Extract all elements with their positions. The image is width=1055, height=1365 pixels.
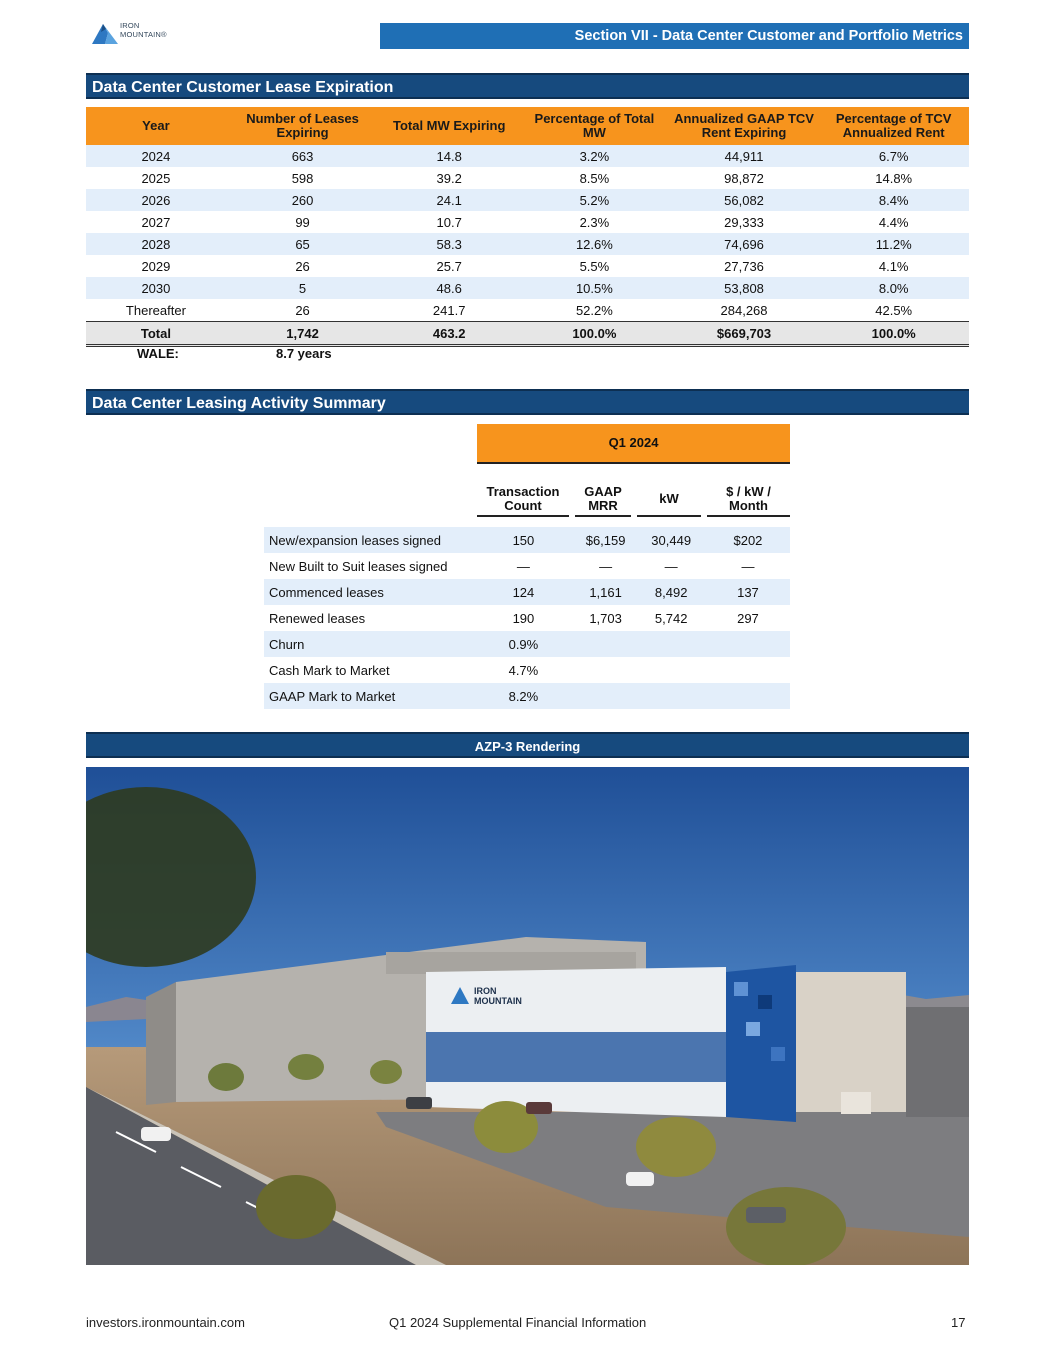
cell: 98,872 <box>724 170 764 186</box>
cell: 4.1% <box>878 258 909 274</box>
cell: 10.7 <box>436 214 462 230</box>
cell: 5.5% <box>579 258 610 274</box>
row-label: New Built to Suit leases signed <box>269 558 448 574</box>
cell: 14.8 <box>379 145 519 167</box>
lease-header-row <box>86 107 969 145</box>
cell: 2.3% <box>579 214 610 230</box>
table-row <box>264 605 790 631</box>
leasing-activity-title: Data Center Leasing Activity Summary <box>86 389 969 415</box>
iron-mountain-logo <box>92 20 192 46</box>
cell: 25.7 <box>436 258 462 274</box>
cell: $202 <box>706 527 790 553</box>
cell: Thereafter <box>125 302 186 318</box>
col-header-gaap-mrr: GAAP MRR <box>575 483 631 517</box>
table-row <box>264 683 790 709</box>
cell: 52.2% <box>575 302 613 318</box>
cell: 5 <box>226 277 379 299</box>
cell <box>575 657 637 683</box>
leasing-activity-table <box>264 527 790 709</box>
cell: 8.5% <box>579 170 610 186</box>
cell: 44,911 <box>670 145 819 167</box>
cell: 1,703 <box>589 610 622 626</box>
cell: 14.8% <box>875 170 913 186</box>
row-label: Renewed leases <box>269 610 366 626</box>
cell: 26 <box>295 302 310 318</box>
total-row <box>86 322 969 346</box>
cell: 100.0% <box>519 322 670 346</box>
cell <box>636 657 705 683</box>
cell: 24.1 <box>379 189 519 211</box>
table-row <box>264 553 790 579</box>
cell: 5.2% <box>519 189 670 211</box>
cell: 2027 <box>141 214 171 230</box>
table-row <box>86 233 969 255</box>
cell: 8.0% <box>818 277 969 299</box>
table-row <box>86 255 969 277</box>
mountain-logo-icon <box>92 22 118 44</box>
table-row <box>264 579 790 605</box>
row-label: GAAP Mark to Market <box>264 683 472 709</box>
cell: 2025 <box>141 170 171 186</box>
cell <box>706 683 790 709</box>
cell <box>636 683 705 709</box>
cell: — <box>599 558 613 574</box>
cell: 2029 <box>141 258 171 274</box>
col-header-mw: Total MW Expiring <box>379 107 519 145</box>
cell: 10.5% <box>519 277 670 299</box>
rendering-title: AZP-3 Rendering <box>86 732 969 758</box>
lease-expiration-table <box>86 107 969 347</box>
table-row <box>86 277 969 299</box>
cell: 26 <box>295 258 310 274</box>
cell: 2028 <box>86 233 226 255</box>
cell: — <box>741 558 755 574</box>
cell: 463.2 <box>379 322 519 346</box>
cell: 39.2 <box>436 170 462 186</box>
col-header-pct-mw: Percentage of Total MW <box>519 107 670 145</box>
row-label: Commenced leases <box>264 579 472 605</box>
cell <box>706 631 790 657</box>
cell: Total <box>86 322 226 346</box>
cell: 137 <box>706 579 790 605</box>
col-header-kw: kW <box>637 483 701 517</box>
col-header-pct-rent: Percentage of TCV Annualized Rent <box>818 107 969 145</box>
cell <box>636 631 705 657</box>
cell <box>706 657 790 683</box>
period-header: Q1 2024 <box>477 424 790 464</box>
footer-doc-title: Q1 2024 Supplemental Financial Information <box>389 1315 647 1330</box>
cell: 58.3 <box>379 233 519 255</box>
table-row <box>86 299 969 322</box>
table-row <box>86 211 969 233</box>
cell: 48.6 <box>379 277 519 299</box>
cell: 42.5% <box>875 302 913 318</box>
cell: 297 <box>737 610 759 626</box>
row-label: Churn <box>264 631 472 657</box>
cell: 0.9% <box>472 631 575 657</box>
cell: $6,159 <box>575 527 637 553</box>
logo-line1: IRON <box>120 21 140 30</box>
cell: 27,736 <box>724 258 764 274</box>
page-number: 17 <box>951 1315 966 1330</box>
cell: 190 <box>512 610 535 626</box>
col-header-transaction-count: Transaction Count <box>477 483 569 517</box>
data-center-rendering-image <box>86 767 969 1265</box>
cell: 53,808 <box>670 277 819 299</box>
cell: 8.4% <box>818 189 969 211</box>
cell: 65 <box>226 233 379 255</box>
cell <box>575 683 637 709</box>
col-header-rent: Annualized GAAP TCV Rent Expiring <box>670 107 819 145</box>
cell: 30,449 <box>636 527 705 553</box>
cell: 11.2% <box>818 233 969 255</box>
cell: 1,161 <box>575 579 637 605</box>
cell: — <box>516 558 530 574</box>
lease-expiration-title: Data Center Customer Lease Expiration <box>86 73 969 99</box>
cell: 2030 <box>86 277 226 299</box>
row-label: Cash Mark to Market <box>269 662 390 678</box>
col-header-per-kw-month: $ / kW / Month <box>707 483 790 517</box>
cell: — <box>664 558 678 574</box>
wale-row <box>86 343 969 363</box>
row-label: New/expansion leases signed <box>264 527 472 553</box>
cell: 100.0% <box>818 322 969 346</box>
cell: 99 <box>295 214 310 230</box>
col-header-leases: Number of Leases Expiring <box>226 107 379 145</box>
table-row <box>86 189 969 211</box>
cell: 56,082 <box>670 189 819 211</box>
cell <box>575 631 637 657</box>
cell: 284,268 <box>720 302 768 318</box>
cell: 241.7 <box>432 302 466 318</box>
cell: 2024 <box>86 145 226 167</box>
table-row <box>86 167 969 189</box>
cell: 8.2% <box>472 683 575 709</box>
cell: 4.7% <box>508 662 539 678</box>
table-row <box>264 657 790 683</box>
cell: 29,333 <box>724 214 764 230</box>
cell: 1,742 <box>226 322 379 346</box>
cell: 124 <box>472 579 575 605</box>
col-header-year: Year <box>86 107 226 145</box>
logo-line2: MOUNTAIN® <box>120 30 167 39</box>
cell: 260 <box>226 189 379 211</box>
cell: 2026 <box>86 189 226 211</box>
building-sign-line1: IRON <box>474 986 497 996</box>
footer-website: investors.ironmountain.com <box>86 1315 245 1330</box>
cell: 5,742 <box>654 610 688 626</box>
table-row <box>264 527 790 553</box>
section-title: Section VII - Data Center Customer and Portfolio Metrics <box>380 23 969 49</box>
cell: 663 <box>226 145 379 167</box>
cell: 74,696 <box>670 233 819 255</box>
wale-label: WALE: <box>137 346 179 361</box>
table-row <box>264 631 790 657</box>
building-sign-line2: MOUNTAIN <box>474 996 522 1006</box>
cell: 3.2% <box>519 145 670 167</box>
cell: 598 <box>291 170 314 186</box>
cell: 4.4% <box>878 214 909 230</box>
table-row <box>86 145 969 167</box>
cell: 6.7% <box>818 145 969 167</box>
cell: $669,703 <box>670 322 819 346</box>
wale-value: 8.7 years <box>276 346 332 361</box>
cell: 150 <box>472 527 575 553</box>
cell: 12.6% <box>519 233 670 255</box>
cell: 8,492 <box>636 579 705 605</box>
